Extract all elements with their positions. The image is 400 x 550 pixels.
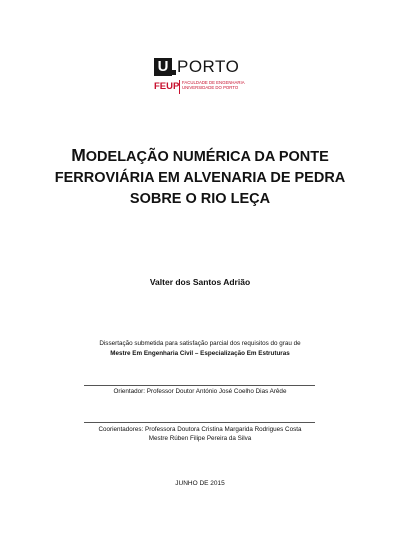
u-logo-mark: U <box>154 58 172 76</box>
coadvisors-block <box>0 425 400 443</box>
degree-name: Mestre Em Engenharia Civil – Especialização Em Estruturas <box>110 349 290 357</box>
advisor-line: Orientador: Professor Doutor António José Coelho Dias Arêde <box>113 388 287 395</box>
submission-date: JUNHO DE 2015 <box>175 480 225 487</box>
logo-porto-text: PORTO <box>177 57 240 76</box>
logo-divider <box>179 80 180 94</box>
coadvisor-line-2: Mestre Rúben Filipe Pereira da Silva <box>148 435 252 442</box>
submission-statement <box>0 339 400 358</box>
separator-line <box>84 422 315 423</box>
coadvisor-line-1: Coorientadores: Professora Doutora Cristina Margarida Rodrigues Costa <box>98 426 302 433</box>
u-logo-dot <box>171 70 176 75</box>
thesis-title <box>30 145 370 210</box>
title-line-1: MODELAÇÃO NUMÉRICA DA PONTE <box>71 145 329 165</box>
title-line-2: FERROVIÁRIA EM ALVENARIA DE PEDRA <box>54 170 346 186</box>
author-name: Valter dos Santos Adrião <box>149 277 251 287</box>
logo-faculty-line1: FACULDADE DE ENGENHARIA <box>182 80 245 85</box>
submission-line: Dissertação submetida para satisfação parcial dos requisitos do grau de <box>99 340 301 347</box>
logo-faculty-text <box>182 80 245 90</box>
logo-feup-text: FEUP <box>154 81 180 92</box>
separator-line <box>84 385 315 386</box>
logo-faculty-line2: UNIVERSIDADE DO PORTO <box>182 85 239 90</box>
university-logo <box>154 58 266 102</box>
title-line-3: SOBRE O RIO LEÇA <box>129 191 271 207</box>
